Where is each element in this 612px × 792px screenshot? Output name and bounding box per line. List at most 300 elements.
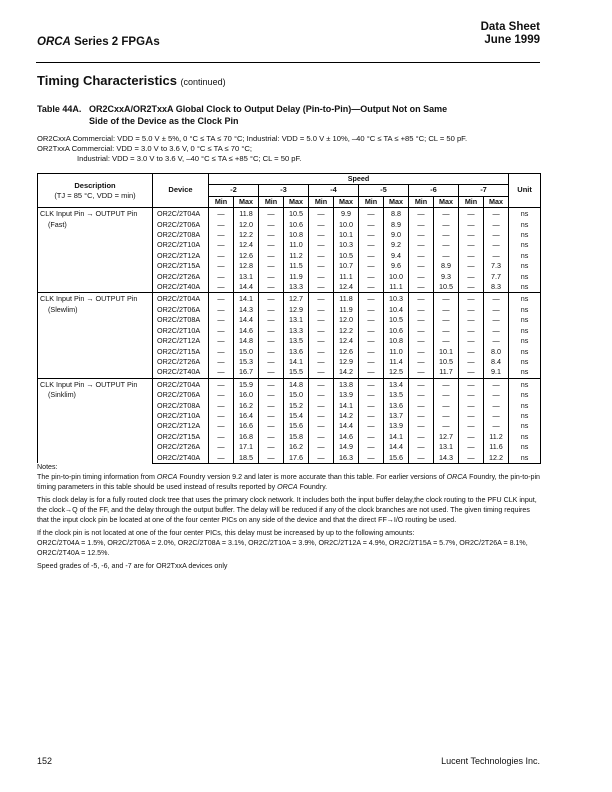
min-value-cell: — bbox=[359, 347, 384, 357]
description-text: CLK Input Pin → OUTPUT Pin bbox=[40, 294, 138, 304]
max-value-cell: 11.0 bbox=[284, 240, 309, 250]
device-cell: OR2C/2T08A bbox=[153, 230, 209, 240]
page-number: 152 bbox=[37, 756, 53, 766]
min-value-cell: — bbox=[459, 230, 484, 240]
min-value-cell: — bbox=[459, 282, 484, 293]
max-value-cell: — bbox=[484, 401, 509, 411]
max-value-cell: 14.8 bbox=[234, 336, 259, 346]
unit-cell: ns bbox=[509, 411, 541, 421]
min-value-cell: — bbox=[409, 230, 434, 240]
description-mode: (Fast) bbox=[48, 219, 67, 229]
max-value-cell: 13.1 bbox=[284, 315, 309, 325]
min-value-cell: — bbox=[409, 220, 434, 230]
note-1 bbox=[37, 472, 542, 492]
min-value-cell: — bbox=[459, 293, 484, 305]
min-value-cell: — bbox=[209, 367, 234, 378]
max-value-cell: — bbox=[434, 293, 459, 305]
min-value-cell: — bbox=[309, 401, 334, 411]
device-cell: OR2C/2T10A bbox=[153, 411, 209, 421]
min-value-cell: — bbox=[409, 432, 434, 442]
min-value-cell: — bbox=[309, 432, 334, 442]
max-value-cell: 14.1 bbox=[334, 401, 359, 411]
max-value-cell: 10.5 bbox=[284, 208, 309, 220]
running-header-title bbox=[37, 36, 160, 48]
unit-cell: ns bbox=[509, 251, 541, 261]
max-value-cell: 14.1 bbox=[234, 293, 259, 305]
min-value-cell: — bbox=[259, 401, 284, 411]
max-value-cell: 14.3 bbox=[234, 305, 259, 315]
description-text: CLK Input Pin → OUTPUT Pin bbox=[40, 379, 138, 389]
doc-date: June 1999 bbox=[484, 34, 540, 46]
unit-cell: ns bbox=[509, 390, 541, 400]
note-1-orca: ORCA bbox=[277, 483, 298, 491]
max-value-cell: 11.0 bbox=[384, 347, 409, 357]
description-text: CLK Input Pin → OUTPUT Pin bbox=[40, 209, 138, 219]
max-value-cell: 11.7 bbox=[434, 367, 459, 378]
max-value-cell: 10.7 bbox=[334, 261, 359, 271]
max-value-cell: 12.2 bbox=[234, 230, 259, 240]
min-value-cell: — bbox=[259, 357, 284, 367]
min-value-cell: — bbox=[259, 336, 284, 346]
header-max: Max bbox=[334, 196, 359, 207]
max-value-cell: 10.0 bbox=[384, 272, 409, 282]
max-value-cell: 7.7 bbox=[484, 272, 509, 282]
min-value-cell: — bbox=[309, 305, 334, 315]
min-value-cell: — bbox=[259, 411, 284, 421]
row-description bbox=[38, 293, 153, 378]
unit-cell: ns bbox=[509, 293, 541, 305]
max-value-cell: 10.8 bbox=[384, 336, 409, 346]
max-value-cell: 12.5 bbox=[384, 367, 409, 378]
max-value-cell: 10.4 bbox=[384, 305, 409, 315]
max-value-cell: 16.6 bbox=[234, 421, 259, 431]
min-value-cell: — bbox=[409, 411, 434, 421]
header-min: Min bbox=[309, 196, 334, 207]
row-description bbox=[38, 208, 153, 293]
header-max: Max bbox=[484, 196, 509, 207]
max-value-cell: 14.6 bbox=[234, 326, 259, 336]
min-value-cell: — bbox=[359, 272, 384, 282]
header-grade: -3 bbox=[259, 185, 309, 196]
max-value-cell: 13.7 bbox=[384, 411, 409, 421]
max-value-cell: 8.3 bbox=[484, 282, 509, 293]
max-value-cell: — bbox=[484, 208, 509, 220]
min-value-cell: — bbox=[459, 367, 484, 378]
unit-cell: ns bbox=[509, 230, 541, 240]
device-cell: OR2C/2T40A bbox=[153, 453, 209, 464]
min-value-cell: — bbox=[409, 378, 434, 390]
max-value-cell: 16.2 bbox=[234, 401, 259, 411]
max-value-cell: 17.6 bbox=[284, 453, 309, 464]
max-value-cell: — bbox=[434, 378, 459, 390]
max-value-cell: 10.5 bbox=[434, 357, 459, 367]
header-device: Device bbox=[153, 174, 209, 208]
device-cell: OR2C/2T15A bbox=[153, 432, 209, 442]
max-value-cell: 7.3 bbox=[484, 261, 509, 271]
device-cell: OR2C/2T12A bbox=[153, 421, 209, 431]
device-cell: OR2C/2T04A bbox=[153, 293, 209, 305]
unit-cell: ns bbox=[509, 261, 541, 271]
min-value-cell: — bbox=[259, 432, 284, 442]
table-row bbox=[38, 378, 541, 390]
unit-cell: ns bbox=[509, 432, 541, 442]
max-value-cell: 9.6 bbox=[384, 261, 409, 271]
min-value-cell: — bbox=[259, 442, 284, 452]
min-value-cell: — bbox=[359, 390, 384, 400]
max-value-cell: 16.8 bbox=[234, 432, 259, 442]
max-value-cell: 12.7 bbox=[434, 432, 459, 442]
min-value-cell: — bbox=[359, 220, 384, 230]
min-value-cell: — bbox=[459, 272, 484, 282]
max-value-cell: — bbox=[434, 240, 459, 250]
min-value-cell: — bbox=[209, 378, 234, 390]
header-description-sub: (TJ = 85 °C, VDD = min) bbox=[54, 190, 136, 200]
table-row bbox=[38, 208, 541, 220]
min-value-cell: — bbox=[209, 240, 234, 250]
device-cell: OR2C/2T15A bbox=[153, 347, 209, 357]
max-value-cell: 10.5 bbox=[334, 251, 359, 261]
unit-cell: ns bbox=[509, 442, 541, 452]
min-value-cell: — bbox=[359, 453, 384, 464]
min-value-cell: — bbox=[309, 208, 334, 220]
section-title-text: Timing Characteristics bbox=[37, 73, 177, 88]
min-value-cell: — bbox=[209, 272, 234, 282]
max-value-cell: 11.5 bbox=[284, 261, 309, 271]
max-value-cell: 12.9 bbox=[284, 305, 309, 315]
max-value-cell: 13.6 bbox=[284, 347, 309, 357]
conditions-line2: OR2TxxA Commercial: VDD = 3.0 V to 3.6 V, 0 °C ≤ TA ≤ 70 °C; bbox=[37, 144, 252, 153]
max-value-cell: 11.1 bbox=[384, 282, 409, 293]
max-value-cell: 15.2 bbox=[284, 401, 309, 411]
device-cell: OR2C/2T26A bbox=[153, 272, 209, 282]
min-value-cell: — bbox=[459, 401, 484, 411]
max-value-cell: — bbox=[434, 401, 459, 411]
min-value-cell: — bbox=[409, 442, 434, 452]
max-value-cell: 12.7 bbox=[284, 293, 309, 305]
max-value-cell: 9.2 bbox=[384, 240, 409, 250]
conditions-line3: Industrial: VDD = 3.0 V to 3.6 V, –40 °C ≤ TA ≤ +85 °C; CL = 50 pF. bbox=[77, 154, 302, 163]
min-value-cell: — bbox=[459, 336, 484, 346]
device-cell: OR2C/2T10A bbox=[153, 240, 209, 250]
min-value-cell: — bbox=[409, 421, 434, 431]
min-value-cell: — bbox=[359, 240, 384, 250]
max-value-cell: 12.9 bbox=[334, 357, 359, 367]
min-value-cell: — bbox=[359, 357, 384, 367]
min-value-cell: — bbox=[209, 251, 234, 261]
header-rule bbox=[36, 62, 540, 63]
max-value-cell: 10.3 bbox=[384, 293, 409, 305]
min-value-cell: — bbox=[259, 367, 284, 378]
max-value-cell: — bbox=[434, 305, 459, 315]
max-value-cell: — bbox=[434, 326, 459, 336]
max-value-cell: 10.6 bbox=[284, 220, 309, 230]
max-value-cell: 10.6 bbox=[384, 326, 409, 336]
header-grade: -4 bbox=[309, 185, 359, 196]
min-value-cell: — bbox=[409, 347, 434, 357]
max-value-cell: 13.5 bbox=[384, 390, 409, 400]
notes-heading: Notes: bbox=[37, 463, 58, 471]
min-value-cell: — bbox=[409, 282, 434, 293]
note-1-orca: ORCA bbox=[446, 473, 468, 481]
min-value-cell: — bbox=[259, 293, 284, 305]
min-value-cell: — bbox=[259, 390, 284, 400]
max-value-cell: 11.8 bbox=[334, 293, 359, 305]
unit-cell: ns bbox=[509, 347, 541, 357]
min-value-cell: — bbox=[309, 261, 334, 271]
max-value-cell: 13.6 bbox=[384, 401, 409, 411]
max-value-cell: 11.2 bbox=[484, 432, 509, 442]
header-unit: Unit bbox=[509, 174, 541, 208]
unit-cell: ns bbox=[509, 240, 541, 250]
min-value-cell: — bbox=[209, 357, 234, 367]
min-value-cell: — bbox=[309, 421, 334, 431]
device-cell: OR2C/2T40A bbox=[153, 282, 209, 293]
header-max: Max bbox=[284, 196, 309, 207]
min-value-cell: — bbox=[459, 347, 484, 357]
max-value-cell: 12.2 bbox=[484, 453, 509, 464]
max-value-cell: — bbox=[434, 411, 459, 421]
min-value-cell: — bbox=[259, 230, 284, 240]
min-value-cell: — bbox=[259, 272, 284, 282]
unit-cell: ns bbox=[509, 326, 541, 336]
min-value-cell: — bbox=[309, 230, 334, 240]
min-value-cell: — bbox=[409, 208, 434, 220]
max-value-cell: 13.4 bbox=[384, 378, 409, 390]
max-value-cell: 9.1 bbox=[484, 367, 509, 378]
unit-cell: ns bbox=[509, 367, 541, 378]
min-value-cell: — bbox=[359, 293, 384, 305]
device-cell: OR2C/2T12A bbox=[153, 336, 209, 346]
device-cell: OR2C/2T15A bbox=[153, 261, 209, 271]
min-value-cell: — bbox=[209, 326, 234, 336]
unit-cell: ns bbox=[509, 282, 541, 293]
max-value-cell: 16.3 bbox=[334, 453, 359, 464]
device-cell: OR2C/2T08A bbox=[153, 315, 209, 325]
max-value-cell: — bbox=[434, 208, 459, 220]
device-cell: OR2C/2T26A bbox=[153, 357, 209, 367]
max-value-cell: — bbox=[434, 251, 459, 261]
header-min: Min bbox=[209, 196, 234, 207]
min-value-cell: — bbox=[359, 261, 384, 271]
min-value-cell: — bbox=[309, 453, 334, 464]
max-value-cell: — bbox=[434, 336, 459, 346]
min-value-cell: — bbox=[309, 326, 334, 336]
min-value-cell: — bbox=[309, 378, 334, 390]
unit-cell: ns bbox=[509, 305, 541, 315]
max-value-cell: 14.2 bbox=[334, 367, 359, 378]
min-value-cell: — bbox=[309, 357, 334, 367]
min-value-cell: — bbox=[459, 421, 484, 431]
min-value-cell: — bbox=[409, 272, 434, 282]
max-value-cell: 14.3 bbox=[434, 453, 459, 464]
max-value-cell: 15.5 bbox=[284, 367, 309, 378]
min-value-cell: — bbox=[359, 401, 384, 411]
min-value-cell: — bbox=[359, 305, 384, 315]
header-grade: -2 bbox=[209, 185, 259, 196]
device-cell: OR2C/2T10A bbox=[153, 326, 209, 336]
min-value-cell: — bbox=[209, 401, 234, 411]
min-value-cell: — bbox=[259, 315, 284, 325]
max-value-cell: 10.8 bbox=[284, 230, 309, 240]
min-value-cell: — bbox=[209, 315, 234, 325]
min-value-cell: — bbox=[259, 347, 284, 357]
min-value-cell: — bbox=[409, 315, 434, 325]
header-description bbox=[38, 174, 153, 208]
max-value-cell: 13.3 bbox=[284, 282, 309, 293]
min-value-cell: — bbox=[209, 421, 234, 431]
max-value-cell: 15.8 bbox=[284, 432, 309, 442]
unit-cell: ns bbox=[509, 357, 541, 367]
min-value-cell: — bbox=[459, 240, 484, 250]
header-grade: -6 bbox=[409, 185, 459, 196]
description-mode: (Sinklim) bbox=[48, 390, 76, 400]
max-value-cell: 12.0 bbox=[334, 315, 359, 325]
min-value-cell: — bbox=[459, 261, 484, 271]
unit-cell: ns bbox=[509, 401, 541, 411]
max-value-cell: 13.1 bbox=[234, 272, 259, 282]
min-value-cell: — bbox=[259, 326, 284, 336]
min-value-cell: — bbox=[309, 347, 334, 357]
max-value-cell: 13.3 bbox=[284, 326, 309, 336]
min-value-cell: — bbox=[359, 251, 384, 261]
max-value-cell: — bbox=[434, 421, 459, 431]
max-value-cell: 12.0 bbox=[234, 220, 259, 230]
conditions-line1: OR2CxxA Commercial: VDD = 5.0 V ± 5%, 0 °C ≤ TA ≤ 70 °C; Industrial: VDD = 5.0 V ± 10%, –40 °C ≤ TA ≤ +85 °C; CL = 50 pF. bbox=[37, 134, 468, 143]
device-cell: OR2C/2T26A bbox=[153, 442, 209, 452]
max-value-cell: 9.9 bbox=[334, 208, 359, 220]
table-row bbox=[38, 293, 541, 305]
min-value-cell: — bbox=[459, 326, 484, 336]
section-title bbox=[37, 73, 226, 88]
min-value-cell: — bbox=[409, 390, 434, 400]
max-value-cell: 14.8 bbox=[284, 378, 309, 390]
max-value-cell: 8.4 bbox=[484, 357, 509, 367]
min-value-cell: — bbox=[409, 261, 434, 271]
min-value-cell: — bbox=[309, 442, 334, 452]
max-value-cell: — bbox=[484, 240, 509, 250]
max-value-cell: 9.0 bbox=[384, 230, 409, 240]
max-value-cell: — bbox=[434, 390, 459, 400]
min-value-cell: — bbox=[309, 336, 334, 346]
min-value-cell: — bbox=[209, 282, 234, 293]
max-value-cell: 13.5 bbox=[284, 336, 309, 346]
min-value-cell: — bbox=[309, 251, 334, 261]
unit-cell: ns bbox=[509, 315, 541, 325]
max-value-cell: — bbox=[484, 220, 509, 230]
max-value-cell: 15.9 bbox=[234, 378, 259, 390]
max-value-cell: — bbox=[484, 315, 509, 325]
min-value-cell: — bbox=[259, 421, 284, 431]
min-value-cell: — bbox=[359, 336, 384, 346]
max-value-cell: 12.2 bbox=[334, 326, 359, 336]
min-value-cell: — bbox=[209, 230, 234, 240]
min-value-cell: — bbox=[459, 453, 484, 464]
header-grade: -7 bbox=[459, 185, 509, 196]
max-value-cell: 11.6 bbox=[484, 442, 509, 452]
note-1-text: Foundry. bbox=[297, 483, 328, 491]
note-1-text: The pin-to-pin timing information from bbox=[37, 473, 157, 481]
device-cell: OR2C/2T12A bbox=[153, 251, 209, 261]
min-value-cell: — bbox=[459, 220, 484, 230]
max-value-cell: — bbox=[484, 421, 509, 431]
min-value-cell: — bbox=[209, 208, 234, 220]
timing-table bbox=[37, 173, 541, 464]
min-value-cell: — bbox=[459, 411, 484, 421]
max-value-cell: 17.1 bbox=[234, 442, 259, 452]
max-value-cell: — bbox=[484, 336, 509, 346]
max-value-cell: 15.6 bbox=[284, 421, 309, 431]
note-1-orca: ORCA bbox=[156, 473, 178, 481]
max-value-cell: 15.6 bbox=[384, 453, 409, 464]
min-value-cell: — bbox=[359, 432, 384, 442]
min-value-cell: — bbox=[209, 305, 234, 315]
min-value-cell: — bbox=[459, 432, 484, 442]
min-value-cell: — bbox=[459, 390, 484, 400]
max-value-cell: 11.8 bbox=[234, 208, 259, 220]
device-cell: OR2C/2T06A bbox=[153, 390, 209, 400]
min-value-cell: — bbox=[309, 293, 334, 305]
min-value-cell: — bbox=[209, 411, 234, 421]
min-value-cell: — bbox=[209, 261, 234, 271]
max-value-cell: 13.9 bbox=[334, 390, 359, 400]
device-cell: OR2C/2T06A bbox=[153, 220, 209, 230]
max-value-cell: 14.6 bbox=[334, 432, 359, 442]
max-value-cell: 14.4 bbox=[234, 282, 259, 293]
operating-conditions bbox=[37, 134, 467, 164]
min-value-cell: — bbox=[359, 367, 384, 378]
min-value-cell: — bbox=[409, 240, 434, 250]
unit-cell: ns bbox=[509, 220, 541, 230]
min-value-cell: — bbox=[209, 442, 234, 452]
min-value-cell: — bbox=[209, 453, 234, 464]
max-value-cell: — bbox=[484, 251, 509, 261]
header-min: Min bbox=[259, 196, 284, 207]
header-grade: -5 bbox=[359, 185, 409, 196]
max-value-cell: 14.1 bbox=[284, 357, 309, 367]
min-value-cell: — bbox=[409, 453, 434, 464]
min-value-cell: — bbox=[209, 293, 234, 305]
note-3 bbox=[37, 528, 542, 558]
min-value-cell: — bbox=[459, 251, 484, 261]
row-description bbox=[38, 378, 153, 463]
max-value-cell: 12.4 bbox=[334, 282, 359, 293]
max-value-cell: — bbox=[484, 293, 509, 305]
max-value-cell: 12.8 bbox=[234, 261, 259, 271]
note-2: This clock delay is for a fully routed clock tree that uses the primary clock network. It includes both the input buffer delay,the clock routing to the PFU CLK input, the clock→Q of the FF, and the delay through the output buffer. The delay will be reduced if any of the clock branches are not used. The given timing requires that the input clock pin be located at one of the four center PICs on any side of the device and that the direct FF→I/O routing be used. bbox=[37, 496, 537, 524]
max-value-cell: — bbox=[484, 305, 509, 315]
max-value-cell: 15.4 bbox=[284, 411, 309, 421]
max-value-cell: 11.9 bbox=[284, 272, 309, 282]
unit-cell: ns bbox=[509, 336, 541, 346]
brand-name: ORCA bbox=[37, 36, 71, 48]
min-value-cell: — bbox=[359, 230, 384, 240]
note-4: Speed grades of -5, -6, and -7 are for OR2TxxA devices only bbox=[37, 562, 228, 570]
min-value-cell: — bbox=[409, 251, 434, 261]
min-value-cell: — bbox=[359, 326, 384, 336]
min-value-cell: — bbox=[259, 208, 284, 220]
max-value-cell: — bbox=[434, 315, 459, 325]
min-value-cell: — bbox=[459, 357, 484, 367]
device-cell: OR2C/2T04A bbox=[153, 378, 209, 390]
min-value-cell: — bbox=[409, 401, 434, 411]
table-title-line2: Side of the Device as the Clock Pin bbox=[89, 115, 239, 126]
table-title bbox=[37, 104, 447, 127]
max-value-cell: 12.4 bbox=[234, 240, 259, 250]
min-value-cell: — bbox=[309, 282, 334, 293]
min-value-cell: — bbox=[459, 305, 484, 315]
doc-type: Data Sheet bbox=[480, 21, 540, 33]
max-value-cell: 14.4 bbox=[234, 315, 259, 325]
